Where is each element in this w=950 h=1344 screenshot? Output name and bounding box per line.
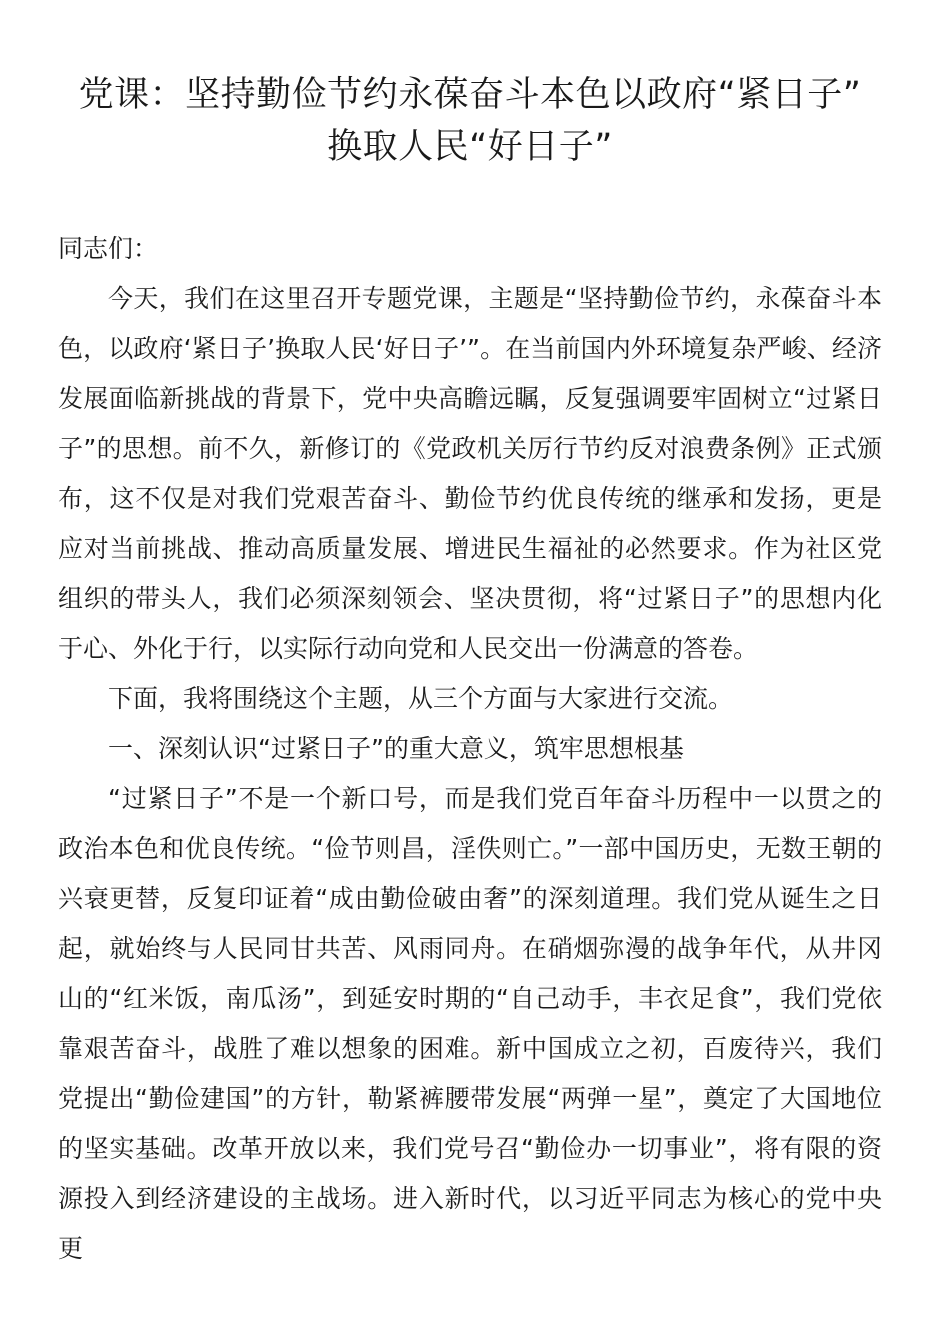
intro-paragraph: 今天，我们在这里召开专题党课，主题是“坚持勤俭节约，永葆奋斗本色，以政府‘紧日子’换取人民‘好日子’”。在当前国内外环境复杂严峻、经济发展面临新挑战的背景下，党中央高瞻远瞩，反复强调要牢固树立“过紧日子”的思想。前不久，新修订的《党政机关厉行节约反对浪费条例》正式颁布，这不仅是对我们党艰苦奋斗、勤俭节约优良传统的继承和发扬，更是应对当前挑战、推动高质量发展、增进民生福祉的必然要求。作为社区党组织的带头人，我们必须深刻领会、坚决贯彻，将“过紧日子”的思想内化于心、外化于行，以实际行动向党和人民交出一份满意的答卷。 — [58, 284, 882, 663]
title-line-2: 换取人民“好日子” — [327, 127, 613, 167]
section-1-paragraph: “过紧日子”不是一个新口号，而是我们党百年奋斗历程中一以贯之的政治本色和优良传统。“俭节则昌，淫佚则亡。”一部中国历史，无数王朝的兴衰更替，反复印证着“成由勤俭破由奢”的深刻道理。我们党从诞生之日起，就始终与人民同甘共苦、风雨同舟。在硝烟弥漫的战争年代，从井冈山的“红米饭，南瓜汤”，到延安时期的“自己动手，丰衣足食”，我们党依靠艰苦奋斗，战胜了难以想象的困难。新中国成立之初，百废待兴，我们党提出“勤俭建国”的方针，勒紧裤腰带发展“两弹一星”，奠定了大国地位的坚实基础。改革开放以来，我们党号召“勤俭办一切事业”，将有限的资源投入到经济建设的主战场。进入新时代，以习近平同志为核心的党中央更 — [58, 784, 882, 1263]
salutation: 同志们： — [58, 234, 159, 263]
title-line-1: 党课：坚持勤俭节约永葆奋斗本色以政府“紧日子” — [78, 75, 862, 115]
document-title — [58, 70, 882, 172]
outline-paragraph: 下面，我将围绕这个主题，从三个方面与大家进行交流。 — [108, 684, 734, 713]
section-1-heading: 一、深刻认识“过紧日子”的重大意义，筑牢思想根基 — [108, 734, 684, 763]
